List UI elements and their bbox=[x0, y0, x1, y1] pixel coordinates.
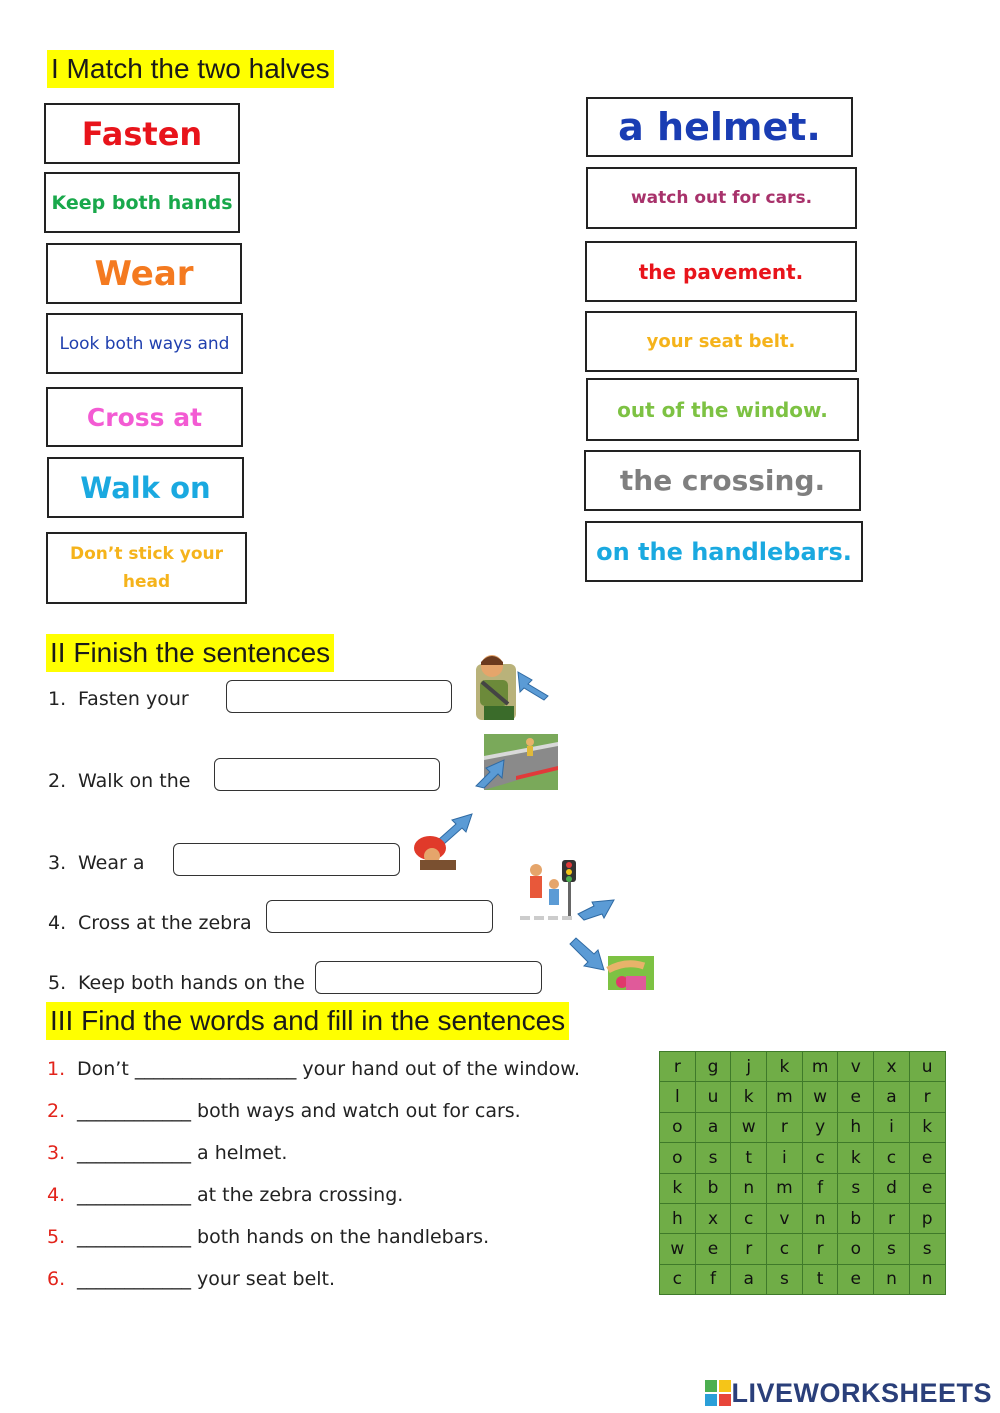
grid-cell[interactable]: c bbox=[874, 1143, 910, 1173]
match-left-5[interactable]: Cross at bbox=[46, 387, 243, 447]
match-left-3[interactable]: Wear bbox=[46, 243, 242, 304]
grid-cell[interactable]: v bbox=[767, 1203, 803, 1233]
zebra-crossing-picture bbox=[516, 856, 616, 930]
grid-cell[interactable]: r bbox=[802, 1234, 838, 1264]
grid-cell[interactable]: f bbox=[695, 1264, 731, 1294]
answer-input-3[interactable] bbox=[173, 843, 400, 876]
match-left-1[interactable]: Fasten bbox=[44, 103, 240, 164]
match-right-5[interactable]: out of the window. bbox=[586, 378, 859, 441]
liveworksheets-logo bbox=[705, 1378, 992, 1408]
grid-cell[interactable]: s bbox=[838, 1173, 874, 1203]
grid-cell[interactable]: n bbox=[731, 1173, 767, 1203]
grid-cell[interactable]: w bbox=[660, 1234, 696, 1264]
match-right-4[interactable]: your seat belt. bbox=[585, 311, 857, 372]
grid-cell[interactable]: x bbox=[874, 1052, 910, 1082]
sentence-text: ____________ both hands on the handlebars. bbox=[77, 1226, 490, 1248]
grid-cell[interactable]: n bbox=[874, 1264, 910, 1294]
grid-cell[interactable]: c bbox=[660, 1264, 696, 1294]
grid-cell[interactable]: u bbox=[909, 1052, 945, 1082]
grid-cell[interactable]: s bbox=[767, 1264, 803, 1294]
logo-text: LIVEWORKSHEETS bbox=[731, 1377, 992, 1408]
grid-cell[interactable]: k bbox=[731, 1082, 767, 1112]
grid-cell[interactable]: x bbox=[695, 1203, 731, 1233]
handlebars-picture bbox=[566, 936, 658, 992]
section2-heading: II Finish the sentences bbox=[46, 634, 334, 672]
grid-cell[interactable]: y bbox=[802, 1112, 838, 1142]
sentence-number: 5. bbox=[48, 972, 67, 994]
match-left-6[interactable]: Walk on bbox=[47, 457, 244, 518]
sentence-text: ____________ both ways and watch out for cars. bbox=[77, 1100, 521, 1122]
grid-cell[interactable]: g bbox=[695, 1052, 731, 1082]
sentence-text: ____________ at the zebra crossing. bbox=[77, 1184, 404, 1206]
grid-cell[interactable]: s bbox=[909, 1234, 945, 1264]
grid-cell[interactable]: u bbox=[695, 1082, 731, 1112]
grid-cell[interactable]: e bbox=[838, 1082, 874, 1112]
fill-sentence-3 bbox=[48, 852, 145, 874]
seatbelt-picture bbox=[470, 652, 550, 722]
grid-cell[interactable]: s bbox=[874, 1234, 910, 1264]
grid-row bbox=[660, 1173, 946, 1203]
grid-cell[interactable]: b bbox=[838, 1203, 874, 1233]
sentence-text: Walk on the bbox=[78, 770, 191, 792]
section3-heading: III Find the words and fill in the sentences bbox=[46, 1002, 569, 1040]
fill-sentence-2 bbox=[48, 770, 190, 792]
grid-cell[interactable]: t bbox=[731, 1143, 767, 1173]
grid-row bbox=[660, 1082, 946, 1112]
grid-cell[interactable]: h bbox=[838, 1112, 874, 1142]
fill-sentence-1 bbox=[48, 688, 189, 710]
answer-input-2[interactable] bbox=[214, 758, 440, 791]
grid-cell[interactable]: o bbox=[660, 1112, 696, 1142]
match-left-2[interactable]: Keep both hands bbox=[44, 172, 240, 233]
grid-cell[interactable]: t bbox=[802, 1264, 838, 1294]
match-right-1[interactable]: a helmet. bbox=[586, 97, 853, 157]
sentence-number: 4. bbox=[48, 912, 67, 934]
grid-cell[interactable]: m bbox=[767, 1173, 803, 1203]
grid-cell[interactable]: w bbox=[802, 1082, 838, 1112]
grid-cell[interactable]: f bbox=[802, 1173, 838, 1203]
sentence-text: Wear a bbox=[78, 852, 145, 874]
grid-cell[interactable]: m bbox=[802, 1052, 838, 1082]
grid-cell[interactable]: e bbox=[909, 1143, 945, 1173]
pavement-picture bbox=[474, 732, 560, 792]
grid-cell[interactable]: j bbox=[731, 1052, 767, 1082]
fill-sentence-5 bbox=[48, 972, 305, 994]
grid-cell[interactable]: b bbox=[695, 1173, 731, 1203]
grid-cell[interactable]: p bbox=[909, 1203, 945, 1233]
sentence-number: 2. bbox=[48, 770, 67, 792]
grid-cell[interactable]: a bbox=[695, 1112, 731, 1142]
sentence-number: 4. bbox=[47, 1184, 66, 1206]
fill-sentence-4 bbox=[48, 912, 252, 934]
grid-row bbox=[660, 1234, 946, 1264]
answer-input-5[interactable] bbox=[315, 961, 542, 994]
grid-cell[interactable]: k bbox=[909, 1112, 945, 1142]
grid-cell[interactable]: o bbox=[838, 1234, 874, 1264]
sentence-number: 3. bbox=[47, 1142, 66, 1164]
answer-input-4[interactable] bbox=[266, 900, 493, 933]
grid-cell[interactable]: c bbox=[731, 1203, 767, 1233]
grid-cell[interactable]: a bbox=[731, 1264, 767, 1294]
grid-cell[interactable]: e bbox=[838, 1264, 874, 1294]
grid-cell[interactable]: k bbox=[767, 1052, 803, 1082]
grid-row bbox=[660, 1203, 946, 1233]
grid-cell[interactable]: d bbox=[874, 1173, 910, 1203]
grid-cell[interactable]: i bbox=[874, 1112, 910, 1142]
grid-cell[interactable]: k bbox=[660, 1173, 696, 1203]
grid-cell[interactable]: h bbox=[660, 1203, 696, 1233]
section1-heading: I Match the two halves bbox=[47, 50, 334, 88]
helmet-picture bbox=[410, 810, 476, 870]
grid-cell[interactable]: r bbox=[731, 1234, 767, 1264]
word-search-grid bbox=[659, 1051, 946, 1295]
grid-row bbox=[660, 1052, 946, 1082]
grid-cell[interactable]: c bbox=[767, 1234, 803, 1264]
grid-cell[interactable]: i bbox=[767, 1143, 803, 1173]
grid-cell[interactable]: s bbox=[695, 1143, 731, 1173]
grid-cell[interactable]: r bbox=[874, 1203, 910, 1233]
grid-row bbox=[660, 1143, 946, 1173]
sentence-text: Keep both hands on the bbox=[78, 972, 305, 994]
liveworksheets-logo-icon bbox=[705, 1380, 731, 1406]
grid-cell[interactable]: r bbox=[909, 1082, 945, 1112]
grid-cell[interactable]: m bbox=[767, 1082, 803, 1112]
sentence-number: 5. bbox=[47, 1226, 66, 1248]
grid-cell[interactable]: v bbox=[838, 1052, 874, 1082]
grid-cell[interactable]: k bbox=[838, 1143, 874, 1173]
match-right-3[interactable]: the pavement. bbox=[585, 241, 857, 302]
grid-cell[interactable]: w bbox=[731, 1112, 767, 1142]
grid-row bbox=[660, 1112, 946, 1142]
match-left-7[interactable]: Don’t stick your head bbox=[46, 532, 247, 604]
match-right-6[interactable]: the crossing. bbox=[584, 450, 861, 511]
sentence-number: 1. bbox=[47, 1058, 66, 1080]
sentence-number: 1. bbox=[48, 688, 67, 710]
grid-cell[interactable]: n bbox=[802, 1203, 838, 1233]
grid-cell[interactable]: a bbox=[874, 1082, 910, 1112]
sentence-number: 2. bbox=[47, 1100, 66, 1122]
sentence-number: 3. bbox=[48, 852, 67, 874]
grid-cell[interactable]: r bbox=[660, 1052, 696, 1082]
sentence-number: 6. bbox=[47, 1268, 66, 1290]
sentence-text: ____________ a helmet. bbox=[77, 1142, 288, 1164]
grid-cell[interactable]: r bbox=[767, 1112, 803, 1142]
match-left-4[interactable]: Look both ways and bbox=[46, 313, 243, 374]
sentence-text: Don’t _________________ your hand out of the window. bbox=[77, 1058, 581, 1080]
grid-row bbox=[660, 1264, 946, 1294]
sentence-text: Fasten your bbox=[78, 688, 189, 710]
match-right-7[interactable]: on the handlebars. bbox=[585, 521, 863, 582]
grid-cell[interactable]: e bbox=[909, 1173, 945, 1203]
sentence-text: ____________ your seat belt. bbox=[77, 1268, 336, 1290]
grid-cell[interactable]: c bbox=[802, 1143, 838, 1173]
match-right-2[interactable]: watch out for cars. bbox=[586, 167, 857, 229]
grid-cell[interactable]: e bbox=[695, 1234, 731, 1264]
sentence-text: Cross at the zebra bbox=[78, 912, 252, 934]
answer-input-1[interactable] bbox=[226, 680, 452, 713]
grid-cell[interactable]: o bbox=[660, 1143, 696, 1173]
grid-cell[interactable]: l bbox=[660, 1082, 696, 1112]
grid-cell[interactable]: n bbox=[909, 1264, 945, 1294]
